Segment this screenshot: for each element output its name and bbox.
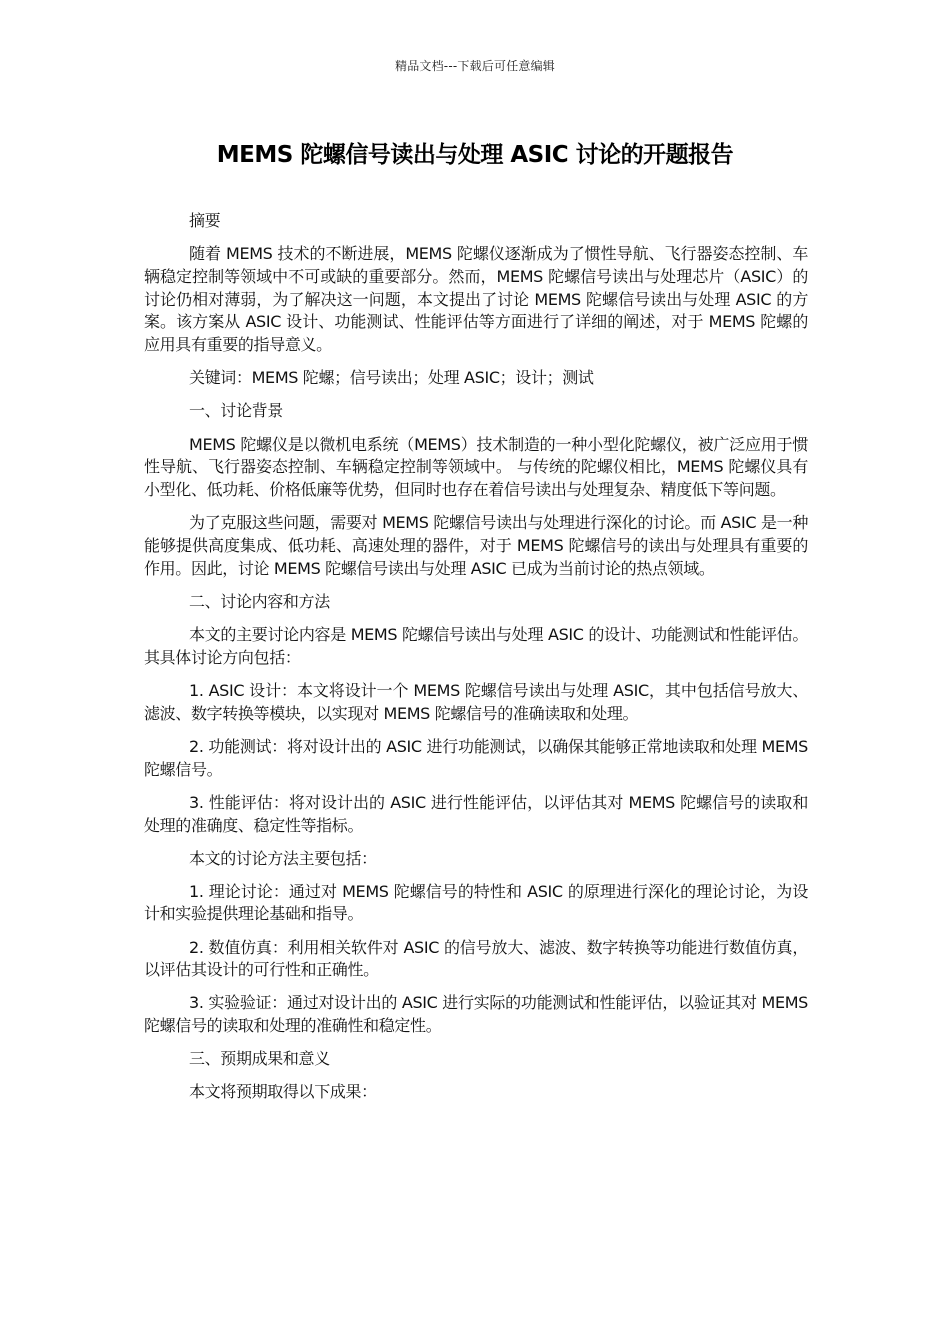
header-note: 精品文档---下载后可任意编辑 (395, 59, 555, 73)
section-heading-background: 一、讨论背景 (189, 401, 283, 421)
list-item: 3. 实验验证：通过对设计出的 ASIC 进行实际的功能测试和性能评估，以验证其对 MEMS 陀螺信号的读取和处理的准确性和稳定性。 (144, 993, 808, 1036)
list-item: 3. 性能评估：将对设计出的 ASIC 进行性能评估，以评估其对 MEMS 陀螺信号的读取和处理的准确度、稳定性等指标。 (144, 792, 808, 835)
body-paragraph: MEMS 陀螺仪是以微机电系统（MEMS）技术制造的一种小型化陀螺仪，被广泛应用于惯性导航、飞行器姿态控制、车辆稳定控制等领域中。 与传统的陀螺仪相比，MEMS 陀螺仪具有小型化、低功耗、价格低廉等优势，但同时也存在着信号读出与处理复杂、精度低下等问题。 (144, 434, 808, 500)
document-body (144, 210, 808, 1115)
list-item: 2. 功能测试：将对设计出的 ASIC 进行功能测试，以确保其能够正常地读取和处理 MEMS 陀螺信号。 (144, 736, 808, 779)
body-paragraph: 本文将预期取得以下成果： (189, 1082, 377, 1102)
section-heading-content-methods: 二、讨论内容和方法 (189, 591, 330, 611)
list-item: 1. 理论讨论：通过对 MEMS 陀螺信号的特性和 ASIC 的原理进行深化的理论讨论，为设计和实验提供理论基础和指导。 (144, 881, 808, 924)
abstract-paragraph: 随着 MEMS 技术的不断进展，MEMS 陀螺仪逐渐成为了惯性导航、飞行器姿态控制、车辆稳定控制等领域中不可或缺的重要部分。然而，MEMS 陀螺信号读出与处理芯片（ASIC）的讨论仍相对薄弱，为了解决这一问题，本文提出了讨论 MEMS 陀螺信号读出与处理 ASIC 的方案。该方案从 ASIC 设计、功能测试、性能评估等方面进行了详细的阐述，对于 MEMS 陀螺的应用具有重要的指导意义。 (144, 244, 808, 355)
abstract-heading: 摘要 (189, 211, 221, 230)
keywords-line: 关键词：MEMS 陀螺；信号读出；处理 ASIC；设计；测试 (189, 368, 594, 388)
body-paragraph: 为了克服这些问题，需要对 MEMS 陀螺信号读出与处理进行深化的讨论。而 ASIC 是一种能够提供高度集成、低功耗、高速处理的器件，对于 MEMS 陀螺信号的读出与处理具有重要的作用。因此，讨论 MEMS 陀螺信号读出与处理 ASIC 已成为当前讨论的热点领域。 (144, 513, 808, 578)
list-item: 2. 数值仿真：利用相关软件对 ASIC 的信号放大、滤波、数字转换等功能进行数值仿真，以评估其设计的可行性和正确性。 (144, 937, 808, 980)
list-item: 1. ASIC 设计：本文将设计一个 MEMS 陀螺信号读出与处理 ASIC，其中包括信号放大、滤波、数字转换等模块，以实现对 MEMS 陀螺信号的准确读取和处理。 (144, 680, 808, 723)
section-heading-outcomes: 三、预期成果和意义 (189, 1049, 330, 1069)
body-paragraph: 本文的主要讨论内容是 MEMS 陀螺信号读出与处理 ASIC 的设计、功能测试和性能评估。其具体讨论方向包括： (144, 625, 808, 667)
body-paragraph: 本文的讨论方法主要包括： (189, 848, 377, 868)
document-title: MEMS 陀螺信号读出与处理 ASIC 讨论的开题报告 (216, 142, 734, 168)
